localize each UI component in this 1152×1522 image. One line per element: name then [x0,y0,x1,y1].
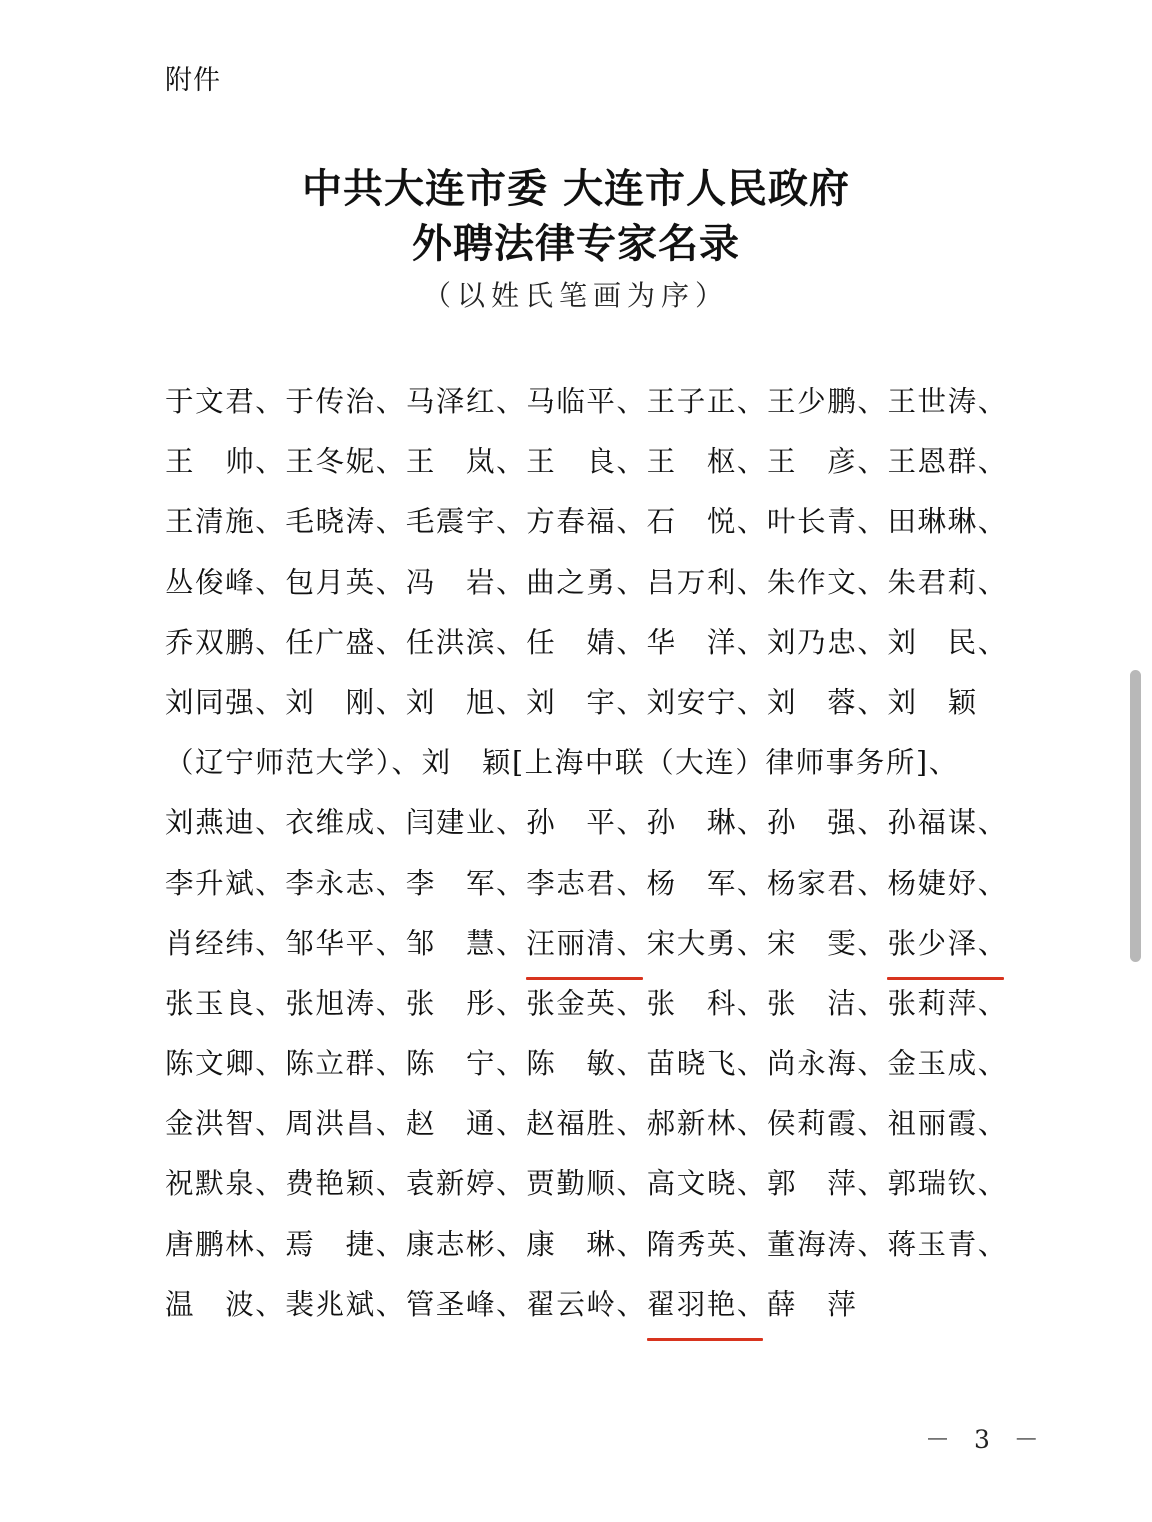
name-entry: 金玉成、 [887,1047,1008,1081]
name-entry: 金洪智、 [165,1107,286,1141]
name-entry: 张玉良、 [165,986,286,1020]
highlighted-name: 翟羽艳、 [647,1281,767,1329]
name-entry: 康志彬、 [405,1227,527,1261]
name-entry: 周洪昌、 [285,1107,406,1141]
expert-name-list [165,378,1008,1341]
name-entry: 刘乃忠、 [767,625,888,659]
name-entry: 杨婕妤、 [887,866,1008,900]
name-entry: 毛晓涛、 [285,505,406,539]
document-title-line1: 中共大连市委 大连市人民政府 [302,165,850,212]
name-entry: 高文晓、 [646,1167,768,1201]
name-entry: 乔双鹏、 [165,625,286,659]
name-entry: 蒋玉青、 [887,1227,1008,1261]
name-list-line [165,1040,1008,1100]
name-entry: 费艳颖、 [285,1167,406,1201]
name-entry: 华 洋、 [646,625,768,659]
name-list-line [165,860,1008,920]
name-entry: 王 岚、 [405,445,527,479]
name-entry: 郭 萍、 [767,1167,888,1201]
highlighted-name: 汪丽清、 [526,920,646,968]
name-entry: 张 科、 [646,986,768,1020]
name-entry: 刘燕迪、 [165,806,286,840]
name-list-line [165,1281,1005,1341]
name-list-line [165,679,1005,739]
name-list-line [165,438,1008,498]
name-entry: 闫建业、 [405,806,527,840]
name-entry: 王清施、 [165,505,286,539]
name-list-line [165,378,1008,438]
name-entry: 焉 捷、 [285,1227,406,1261]
name-entry: 邹华平、 [285,926,406,960]
name-list-line [165,920,1008,980]
name-entry: 张 彤、 [405,986,527,1020]
name-list-line [165,980,1008,1040]
name-entry: 王 良、 [526,445,647,479]
name-entry: 于传治、 [285,385,406,418]
name-entry: 肖经纬、 [165,926,286,960]
name-entry: 王恩群、 [887,445,1008,479]
name-entry: 刘 宇、 [526,685,647,719]
name-entry: 董海涛、 [767,1227,888,1261]
page-number: － 3 － [925,1425,1047,1454]
name-entry: 宋大勇、 [646,926,768,960]
name-list-line [165,799,1008,859]
name-entry: 王冬妮、 [285,445,406,479]
name-entry: 李 军、 [405,866,527,900]
name-entry: 祖丽霞、 [887,1107,1008,1141]
name-list-line [165,739,1005,799]
name-entry: 田琳琳、 [887,505,1008,539]
name-entry: 刘同强、 [165,685,286,719]
name-entry: 刘 旭、 [405,685,527,719]
name-entry: 王 枢、 [646,445,768,479]
name-entry: 康 琳、 [526,1227,647,1261]
name-entry: 张金英、 [526,986,647,1020]
name-entry: 孙福谋、 [887,806,1008,840]
name-entry: 唐鹏林、 [165,1227,286,1261]
name-entry: 石 悦、 [646,505,768,539]
name-entry: 陈立群、 [285,1047,406,1081]
name-entry: 孙 琳、 [646,806,768,840]
document-subtitle: （以姓氏笔画为序） [422,279,729,312]
name-entry: 朱作文、 [767,565,888,599]
name-entry: 王 帅、 [165,445,286,479]
name-entry: 刘 蓉、 [767,685,888,719]
name-entry: 冯 岩、 [405,565,527,599]
name-entry: 刘 刚、 [285,685,406,719]
name-entry: 陈文卿、 [165,1047,286,1081]
name-entry: 王子正、 [646,385,768,418]
name-entry: 任 婧、 [526,625,647,659]
name-entry: 赵 通、 [405,1107,527,1141]
name-list-line [165,619,1008,679]
name-entry: 袁新婷、 [405,1167,527,1201]
document-title-line2: 外聘法律专家名录 [412,220,740,267]
name-entry: 刘 颖 [887,685,978,719]
name-entry: 祝默泉、 [165,1167,286,1201]
name-entry: 翟云岭、 [526,1287,647,1321]
name-entry: 邹 慧、 [405,926,527,960]
name-entry: 宋 雯、 [767,926,888,960]
name-entry: 王世涛、 [887,385,1008,418]
name-entry: 马临平、 [526,385,647,418]
name-entry: 孙 平、 [526,806,647,840]
name-entry: 温 波、 [165,1287,286,1321]
highlighted-name: 张少泽、 [887,920,1007,968]
name-entry: 陈 敏、 [526,1047,647,1081]
name-list-line [165,498,1008,558]
name-entry: 裴兆斌、 [285,1287,406,1321]
name-entry: 陈 宁、 [405,1047,527,1081]
name-entry: 丛俊峰、 [165,565,286,599]
name-entry: 赵福胜、 [526,1107,647,1141]
name-entry: 张莉萍、 [887,986,1008,1020]
name-entry: 毛震宇、 [405,505,527,539]
name-entry: 方春福、 [526,505,647,539]
name-entry: 衣维成、 [285,806,406,840]
name-entry: 杨家君、 [767,866,888,900]
name-entry: 王少鹏、 [767,385,888,418]
name-entry: 尚永海、 [767,1047,888,1081]
name-entry: 张旭涛、 [285,986,406,1020]
name-entry: 王 彦、 [767,445,888,479]
name-entry: 朱君莉、 [887,565,1008,599]
name-entry: 曲之勇、 [526,565,647,599]
vertical-scrollbar[interactable] [1130,670,1141,962]
name-entry: 张 洁、 [767,986,888,1020]
name-entry: 马泽红、 [405,385,527,418]
name-entry: 侯莉霞、 [767,1107,888,1141]
name-entry: 隋秀英、 [646,1227,768,1261]
name-list-line [165,559,1008,619]
name-entry: 包月英、 [285,565,406,599]
name-list-line [165,1221,1008,1281]
name-entry: 苗晓飞、 [646,1047,768,1081]
name-entry: 贾勤顺、 [526,1167,647,1201]
attachment-label: 附件 [165,65,221,96]
name-entry: 李志君、 [526,866,647,900]
name-entry: 郭瑞钦、 [887,1167,1008,1201]
name-entry: 郝新林、 [646,1107,768,1141]
name-entry: 叶长青、 [767,505,888,539]
name-entry: 管圣峰、 [405,1287,527,1321]
name-entry: 刘 民、 [887,625,1008,659]
name-entry: 李升斌、 [165,866,286,900]
name-list-line [165,1160,1008,1220]
name-entry: 杨 军、 [646,866,768,900]
name-entry: 吕万利、 [646,565,768,599]
name-entry: 刘安宁、 [646,685,768,719]
name-entry: 于文君、 [165,385,286,418]
name-entry: 任洪滨、 [405,625,527,659]
name-entry: 孙 强、 [767,806,888,840]
name-entry: （辽宁师范大学）、刘 颖[上海中联（大连）律师事务所]、 [165,746,959,780]
name-entry: 薛 萍 [767,1287,858,1321]
name-list-line [165,1100,1008,1160]
name-entry: 任广盛、 [285,625,406,659]
name-entry: 李永志、 [285,866,406,900]
